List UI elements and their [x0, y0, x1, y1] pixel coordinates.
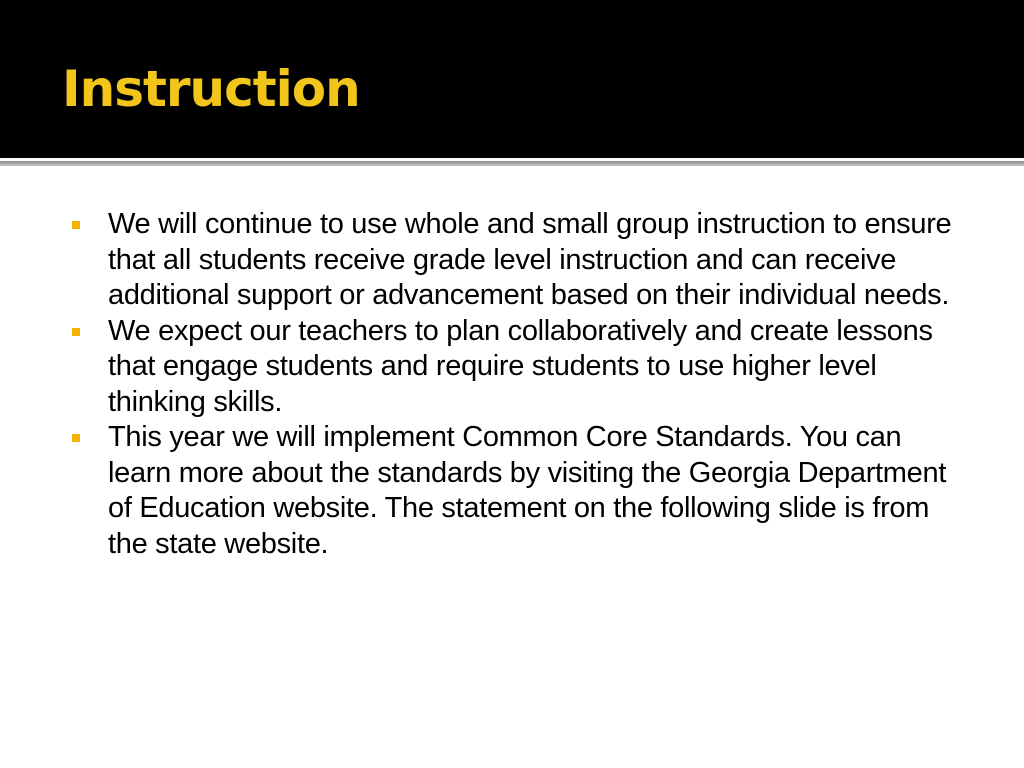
slide-title: Instruction [62, 60, 360, 118]
bullet-item [72, 420, 952, 562]
title-divider [0, 161, 1024, 166]
bullet-item [72, 207, 952, 314]
bullet-text: We expect our teachers to plan collaboratively and create lessons that engage students and require students to use higher level thinking skills. [108, 314, 933, 418]
bullet-text: We will continue to use whole and small group instruction to ensure that all students receive grade level instruction and can receive additional support or advancement based on their individual needs. [108, 208, 952, 311]
square-bullet-icon [72, 328, 80, 336]
square-bullet-icon [72, 434, 80, 442]
bullet-list [72, 207, 952, 562]
square-bullet-icon [72, 221, 80, 229]
bullet-text: This year we will implement Common Core Standards. You can learn more about the standards by visiting the Georgia Department of Education website. The statement on the following slide is from the state website. [108, 421, 947, 560]
bullet-item [72, 314, 952, 421]
title-bar [0, 0, 1024, 158]
